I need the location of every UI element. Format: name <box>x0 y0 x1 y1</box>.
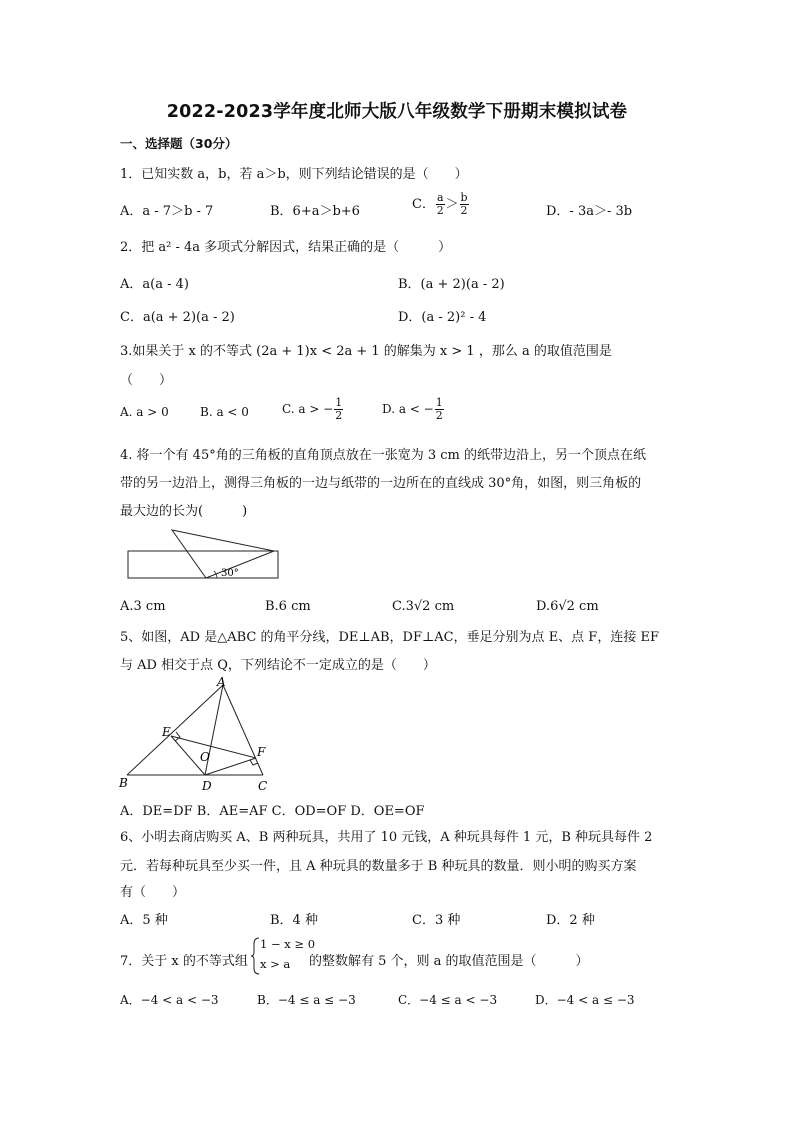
q2-option-a: A．a(a - 4) <box>120 277 189 292</box>
q3-fraction-d <box>435 397 444 422</box>
q6-line-3: 有（ ） <box>120 885 186 900</box>
q4-line-2: 带的另一边沿上，测得三角板的一边与纸带的一边所在的直线成 30°角，如图，则三角板的 <box>120 476 642 491</box>
q4-line-3: 最大边的长为( ) <box>120 504 248 519</box>
q6-line-2: 元．若每种玩具至少买一件，且 A 种玩具的数量多于 B 种玩具的数量．则小明的购买方案 <box>120 859 637 874</box>
right-angle-e <box>175 732 180 741</box>
q2-stem: 2．把 a² - 4a 多项式分解因式，结果正确的是（ ） <box>120 240 452 255</box>
point-label-o: O <box>200 750 210 764</box>
point-label-b: B <box>119 776 128 790</box>
q4-option-d: D.6√2 cm <box>536 599 599 614</box>
fraction-numerator: 1 <box>435 396 443 409</box>
q4-line-1: 4. 将一个有 45°角的三角板的直角顶点放在一张宽为 3 cm 的纸带边沿上，另一个顶点在纸 <box>120 448 646 463</box>
q3-option-d <box>382 397 445 422</box>
q5-line-2: 与 AD 相交于点 Q，下列结论不一定成立的是（ ） <box>120 658 436 673</box>
segment-ef <box>171 736 256 758</box>
fraction-denominator: 2 <box>335 409 343 422</box>
page-title: 2022-2023学年度北师大版八年级数学下册期末模拟试卷 <box>166 102 628 122</box>
q3-fraction-c <box>334 397 343 422</box>
point-label-c: C <box>258 779 268 793</box>
q3-option-d-prefix: D. a < − <box>382 402 434 416</box>
q1-stem: 1．已知实数 a，b，若 a＞b，则下列结论错误的是（ ） <box>120 167 468 182</box>
q7-option-a: A．−4 < a < −3 <box>120 993 219 1007</box>
q5-figure <box>116 674 280 794</box>
q2-option-c: C．a(a + 2)(a - 2) <box>120 310 235 325</box>
q6-line-1: 6、小明去商店购买 A、B 两种玩具，共用了 10 元钱，A 种玩具每件 1 元，B 种玩具每件 2 <box>120 830 653 845</box>
q7-option-b: B．−4 ≤ a ≤ −3 <box>257 993 356 1007</box>
q1-option-c <box>412 192 470 217</box>
point-label-d: D <box>202 779 212 793</box>
q1-option-a: A．a - 7＞b - 7 <box>120 204 214 219</box>
q1-option-c-prefix: C． <box>412 197 435 212</box>
q4-option-b: B.6 cm <box>265 599 311 614</box>
fraction-numerator: 1 <box>335 396 343 409</box>
q5-options: A．DE=DF B．AE=AF C．OD=OF D．OE=OF <box>120 804 425 819</box>
q7-option-d: D．−4 < a ≤ −3 <box>535 993 635 1007</box>
q7-stem-after: 的整数解有 5 个，则 a 的取值范围是（ ） <box>309 954 589 969</box>
q1-option-b: B．6+a＞b+6 <box>270 204 360 219</box>
q7-option-c: C．−4 ≤ a < −3 <box>398 993 498 1007</box>
q4-option-a: A.3 cm <box>120 599 166 614</box>
q3-stem: 3.如果关于 x 的不等式 (2a + 1)x < 2a + 1 的解集为 x > 1 ，那么 a 的取值范围是 <box>120 344 612 359</box>
q6-option-d: D．2 种 <box>546 913 595 928</box>
q5-line-1: 5、如图，AD 是△ABC 的角平分线，DE⊥AB，DF⊥AC，垂足分别为点 E、点 F，连接 EF <box>120 630 659 645</box>
q2-option-b: B．(a + 2)(a - 2) <box>398 277 505 292</box>
fraction-denominator: 2 <box>436 204 444 217</box>
point-label-e: E <box>162 725 171 739</box>
point-label-a: A <box>217 675 226 689</box>
q1-fraction-b <box>460 192 469 217</box>
q1-option-c-gt: ＞ <box>445 197 459 212</box>
q3-option-a: A. a > 0 <box>120 405 169 419</box>
fraction-denominator: 2 <box>435 409 443 422</box>
section-heading: 一、选择题（30分） <box>120 136 238 151</box>
q4-figure <box>124 524 284 586</box>
fraction-numerator: a <box>436 191 444 204</box>
system-inequality-1: 1 − x ≥ 0 <box>260 937 316 951</box>
point-label-f: F <box>257 745 266 759</box>
segment-df <box>205 758 256 775</box>
q6-option-b: B．4 种 <box>270 913 318 928</box>
angle-label: 30° <box>221 568 239 579</box>
fraction-numerator: b <box>460 191 468 204</box>
fraction-denominator: 2 <box>460 204 468 217</box>
segment-ac <box>223 685 263 775</box>
q3-option-c-prefix: C. a > − <box>282 402 334 416</box>
q7-stem-before: 7．关于 x 的不等式组 <box>120 954 248 969</box>
q6-option-c: C．3 种 <box>412 913 461 928</box>
q4-option-c: C.3√2 cm <box>392 599 455 614</box>
q2-option-d: D．(a - 2)² - 4 <box>398 310 487 325</box>
q3-option-b: B. a < 0 <box>200 405 249 419</box>
q1-option-d: D．- 3a＞- 3b <box>546 204 633 219</box>
q1-fraction-a <box>436 192 445 217</box>
q6-option-a: A．5 种 <box>120 913 168 928</box>
q3-paren: （ ） <box>120 373 173 388</box>
q3-option-c <box>282 397 344 422</box>
system-inequality-2: x > a <box>260 957 291 971</box>
